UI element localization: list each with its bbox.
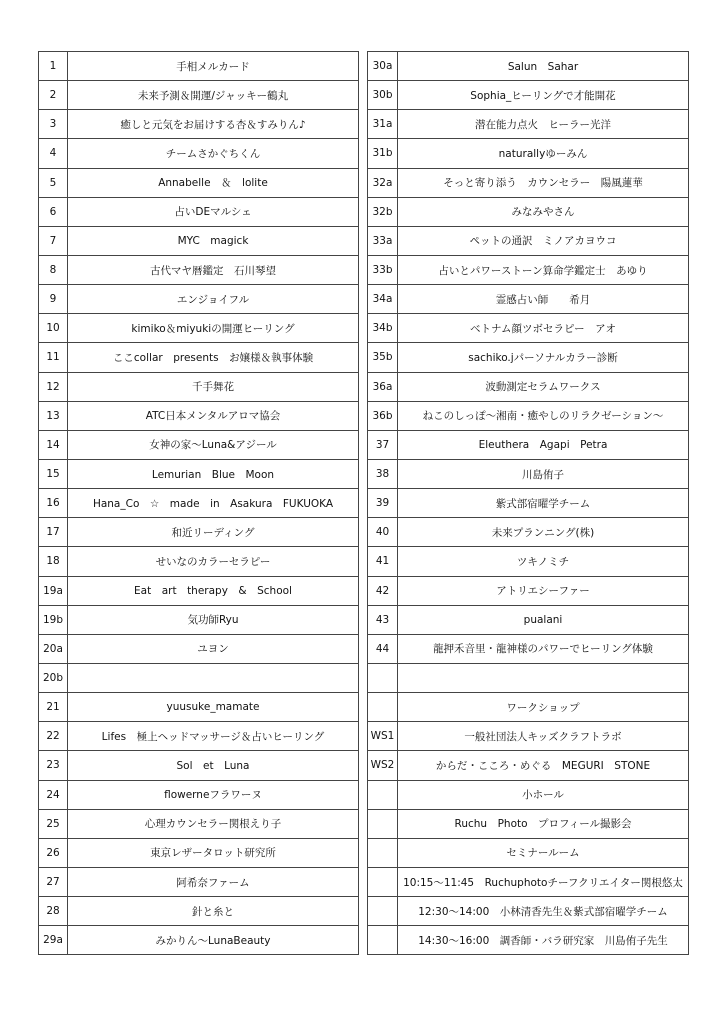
- table-row: [368, 285, 689, 314]
- booth-name: [398, 663, 689, 692]
- table-row: [39, 314, 359, 343]
- table-row: [368, 693, 689, 722]
- table-row: [368, 489, 689, 518]
- table-row: [368, 780, 689, 809]
- booth-number: 31b: [368, 139, 398, 168]
- booth-name: 霊感占い師 希月: [398, 285, 689, 314]
- table-row: [368, 663, 689, 692]
- booth-name: Eat art therapy & School: [68, 576, 359, 605]
- booth-number: 19a: [39, 576, 68, 605]
- booth-name: 12:30～14:00 小林清香先生＆紫式部宿曜学チーム: [398, 897, 689, 926]
- table-row: [368, 634, 689, 663]
- table-row: [39, 139, 359, 168]
- booth-name: ワークショップ: [398, 693, 689, 722]
- booth-name: エンジョイフル: [68, 285, 359, 314]
- booth-name: kimiko＆miyukiの開運ヒーリング: [68, 314, 359, 343]
- booth-name: そっと寄り添う カウンセラー 陽風蓮華: [398, 168, 689, 197]
- table-row: [39, 52, 359, 81]
- booth-number: 7: [39, 226, 68, 255]
- table-row: [368, 547, 689, 576]
- table-row: [39, 110, 359, 139]
- booth-name: 針と糸と: [68, 897, 359, 926]
- booth-number: 22: [39, 722, 68, 751]
- booth-number: 32b: [368, 197, 398, 226]
- booth-number: 28: [39, 897, 68, 926]
- booth-name: naturallyゆーみん: [398, 139, 689, 168]
- booth-name: 古代マヤ暦鑑定 石川琴望: [68, 255, 359, 284]
- booth-number: 34a: [368, 285, 398, 314]
- table-row: [368, 867, 689, 896]
- booth-name: Sol et Luna: [68, 751, 359, 780]
- booth-number: WS2: [368, 751, 398, 780]
- booth-name: セミナールーム: [398, 838, 689, 867]
- right-booth-table: [367, 51, 689, 955]
- table-row: [39, 255, 359, 284]
- booth-number: 42: [368, 576, 398, 605]
- booth-number: 3: [39, 110, 68, 139]
- booth-number: 44: [368, 634, 398, 663]
- booth-number: [368, 693, 398, 722]
- booth-number: 43: [368, 605, 398, 634]
- booth-name: Lifes 極上ヘッドマッサージ＆占いヒーリング: [68, 722, 359, 751]
- booth-name: 一般社団法人キッズクラフトラボ: [398, 722, 689, 751]
- booth-name: ATC日本メンタルアロマ協会: [68, 401, 359, 430]
- table-row: [368, 809, 689, 838]
- table-row: [368, 430, 689, 459]
- booth-name: 心理カウンセラー関根えり子: [68, 809, 359, 838]
- booth-name: 和近リーディング: [68, 518, 359, 547]
- table-row: [39, 343, 359, 372]
- booth-name: Ruchu Photo プロフィール撮影会: [398, 809, 689, 838]
- booth-number: 20b: [39, 663, 68, 692]
- table-row: [39, 867, 359, 896]
- table-row: [39, 663, 359, 692]
- booth-name: ペットの通訳 ミノアカヨウコ: [398, 226, 689, 255]
- booth-number: 39: [368, 489, 398, 518]
- booth-number: 30a: [368, 52, 398, 81]
- booth-name: Annabelle ＆ lolite: [68, 168, 359, 197]
- booth-name: 千手舞花: [68, 372, 359, 401]
- table-row: [39, 780, 359, 809]
- booth-number: 37: [368, 430, 398, 459]
- booth-name: Lemurian Blue Moon: [68, 459, 359, 488]
- table-row: [39, 926, 359, 955]
- booth-number: 21: [39, 693, 68, 722]
- booth-name: 女神の家～Luna&アジール: [68, 430, 359, 459]
- table-row: [39, 518, 359, 547]
- booth-number: 2: [39, 81, 68, 110]
- table-row: [39, 547, 359, 576]
- booth-name: Sophia_ヒーリングで才能開花: [398, 81, 689, 110]
- booth-number: 29a: [39, 926, 68, 955]
- booth-name: pualani: [398, 605, 689, 634]
- table-row: [368, 226, 689, 255]
- booth-name: 未来予測＆開運/ジャッキー鶴丸: [68, 81, 359, 110]
- booth-name: ここcollar presents お嬢様＆執事体験: [68, 343, 359, 372]
- booth-name: みなみやさん: [398, 197, 689, 226]
- booth-number: 25: [39, 809, 68, 838]
- booth-name: 14:30～16:00 調香師・バラ研究家 川島侑子先生: [398, 926, 689, 955]
- table-row: [39, 372, 359, 401]
- booth-name: 阿希奈ファーム: [68, 867, 359, 896]
- booth-number: 4: [39, 139, 68, 168]
- booth-name: ベトナム顔ツボセラピー アオ: [398, 314, 689, 343]
- booth-number: 41: [368, 547, 398, 576]
- booth-name: Salun Sahar: [398, 52, 689, 81]
- booth-number: 10: [39, 314, 68, 343]
- booth-name: MYC magick: [68, 226, 359, 255]
- booth-number: 5: [39, 168, 68, 197]
- booth-number: 33a: [368, 226, 398, 255]
- booth-number: 12: [39, 372, 68, 401]
- booth-number: [368, 867, 398, 896]
- booth-number: 13: [39, 401, 68, 430]
- booth-name: 龍押禾音里・龍神様のパワーでヒーリング体験: [398, 634, 689, 663]
- booth-name: せいなのカラーセラピー: [68, 547, 359, 576]
- table-row: [368, 576, 689, 605]
- booth-number: 31a: [368, 110, 398, 139]
- booth-number: 23: [39, 751, 68, 780]
- booth-name: 癒しと元気をお届けする杏＆すみりん♪: [68, 110, 359, 139]
- table-row: [39, 722, 359, 751]
- table-row: [39, 459, 359, 488]
- table-row: [368, 722, 689, 751]
- booth-number: 33b: [368, 255, 398, 284]
- booth-number: 6: [39, 197, 68, 226]
- booth-name: 小ホール: [398, 780, 689, 809]
- left-booth-table: [38, 51, 359, 955]
- booth-name: 10:15～11:45 Ruchuphotoチーフクリエイター関根悠太: [398, 867, 689, 896]
- booth-name: 東京レザータロット研究所: [68, 838, 359, 867]
- booth-name: Hana_Co ☆ made in Asakura FUKUOKA: [68, 489, 359, 518]
- booth-number: 9: [39, 285, 68, 314]
- booth-name: ねこのしっぽ～湘南・癒やしのリラクゼーション～: [398, 401, 689, 430]
- booth-name: 占いDEマルシェ: [68, 197, 359, 226]
- booth-number: [368, 809, 398, 838]
- table-row: [39, 197, 359, 226]
- booth-name: からだ・こころ・めぐる MEGURI STONE: [398, 751, 689, 780]
- table-row: [368, 197, 689, 226]
- table-row: [368, 605, 689, 634]
- booth-name: 未来プランニング(株): [398, 518, 689, 547]
- table-row: [39, 809, 359, 838]
- left-booth-table-body: [39, 52, 359, 955]
- booth-number: 1: [39, 52, 68, 81]
- booth-number: 40: [368, 518, 398, 547]
- table-row: [368, 52, 689, 81]
- booth-number: 16: [39, 489, 68, 518]
- booth-number: 19b: [39, 605, 68, 634]
- booth-number: [368, 838, 398, 867]
- booth-number: 11: [39, 343, 68, 372]
- table-row: [368, 518, 689, 547]
- table-row: [39, 605, 359, 634]
- table-row: [39, 693, 359, 722]
- booth-name: 潜在能力点火 ヒーラー光洋: [398, 110, 689, 139]
- table-row: [39, 168, 359, 197]
- booth-number: 26: [39, 838, 68, 867]
- booth-name: flowerneフラワーヌ: [68, 780, 359, 809]
- booth-number: [368, 780, 398, 809]
- table-row: [39, 897, 359, 926]
- table-row: [368, 751, 689, 780]
- booth-number: 27: [39, 867, 68, 896]
- table-row: [368, 255, 689, 284]
- table-row: [39, 401, 359, 430]
- booth-number: [368, 926, 398, 955]
- booth-name: 紫式部宿曜学チーム: [398, 489, 689, 518]
- booth-number: 34b: [368, 314, 398, 343]
- booth-number: 20a: [39, 634, 68, 663]
- table-row: [368, 314, 689, 343]
- booth-number: 30b: [368, 81, 398, 110]
- table-row: [39, 838, 359, 867]
- booth-number: [368, 663, 398, 692]
- booth-name: [68, 663, 359, 692]
- table-row: [368, 926, 689, 955]
- table-row: [39, 576, 359, 605]
- booth-number: 36b: [368, 401, 398, 430]
- booth-name: ツキノミチ: [398, 547, 689, 576]
- right-booth-table-body: [368, 52, 689, 955]
- table-row: [368, 372, 689, 401]
- booth-number: [368, 897, 398, 926]
- booth-name: 気功師Ryu: [68, 605, 359, 634]
- booth-number: 32a: [368, 168, 398, 197]
- booth-number: 17: [39, 518, 68, 547]
- table-row: [368, 139, 689, 168]
- booth-number: 15: [39, 459, 68, 488]
- booth-name: 波動測定セラムワークス: [398, 372, 689, 401]
- booth-number: 24: [39, 780, 68, 809]
- table-row: [39, 285, 359, 314]
- booth-number: 38: [368, 459, 398, 488]
- booth-name: アトリエシーファー: [398, 576, 689, 605]
- booth-number: 35b: [368, 343, 398, 372]
- table-row: [39, 430, 359, 459]
- booth-name: みかりん～LunaBeauty: [68, 926, 359, 955]
- booth-number: 36a: [368, 372, 398, 401]
- booth-number: WS1: [368, 722, 398, 751]
- table-row: [39, 634, 359, 663]
- table-row: [39, 489, 359, 518]
- table-row: [368, 343, 689, 372]
- booth-number: 14: [39, 430, 68, 459]
- booth-name: sachiko.jパーソナルカラー診断: [398, 343, 689, 372]
- booth-name: 川島侑子: [398, 459, 689, 488]
- booth-name: ユヨン: [68, 634, 359, 663]
- table-row: [368, 401, 689, 430]
- table-row: [368, 897, 689, 926]
- table-row: [368, 838, 689, 867]
- table-row: [39, 226, 359, 255]
- booth-name: 手相メルカード: [68, 52, 359, 81]
- booth-name: 占いとパワーストーン算命学鑑定士 あゆり: [398, 255, 689, 284]
- booth-name: yuusuke_mamate: [68, 693, 359, 722]
- table-row: [39, 751, 359, 780]
- table-row: [368, 110, 689, 139]
- booth-name: チームさかぐちくん: [68, 139, 359, 168]
- table-row: [368, 81, 689, 110]
- table-row: [368, 168, 689, 197]
- booth-number: 8: [39, 255, 68, 284]
- table-row: [368, 459, 689, 488]
- booth-number: 18: [39, 547, 68, 576]
- booth-name: Eleuthera Agapi Petra: [398, 430, 689, 459]
- table-row: [39, 81, 359, 110]
